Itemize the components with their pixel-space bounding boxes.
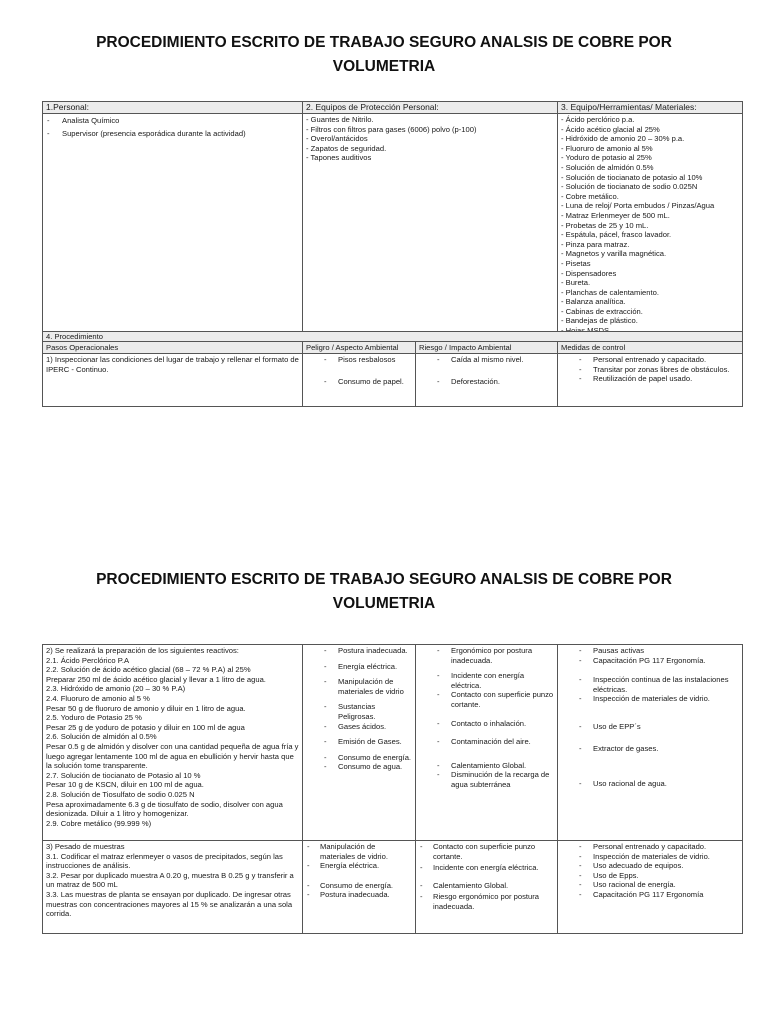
header-equipo: 3. Equipo/Herramientas/ Materiales: — [558, 102, 743, 114]
list-item: - Overol/antácidos — [306, 134, 368, 144]
info-table — [42, 101, 743, 338]
title-line-2: VOLUMETRIA — [332, 595, 436, 612]
list-item: - Probetas de 25 y 10 mL. — [561, 220, 649, 230]
list-item: - Ácido perclórico p.a. — [561, 115, 635, 124]
list-item: - Zapatos de seguridad. — [306, 143, 387, 153]
list-item: - Supervisor (presencia esporádica durante la actividad) — [46, 129, 299, 139]
list-item: - Cobre metálico. — [561, 191, 619, 201]
list-item: - Uso racional de energía. — [561, 880, 739, 890]
text-line: 3.2. Pesar por duplicado muestra A 0.20 g, muestra B 0.25 g y transferir a un matraz de 500 mL — [46, 870, 294, 890]
list-item: - Uso de Epps. — [561, 871, 739, 881]
list-item: - Sustancias Peligrosas. — [306, 702, 412, 721]
list-item: - Pinza para matraz. — [561, 239, 630, 249]
list-item: - Bandejas de plástico. — [561, 316, 638, 326]
text-line: 2.5. Yoduro de Potasio 25 % — [46, 713, 142, 723]
step2-medidas — [558, 645, 743, 841]
step1-paso: 1) Inspeccionar las condiciones del lugar de trabajo y rellenar el formato de IPERC - Continuo. — [43, 354, 303, 407]
list-item: - Incidente con energía eléctrica. — [419, 863, 554, 873]
text-line: Pesar 50 g de fluoruro de amonio y diluir en 1 litro de agua. — [46, 703, 246, 713]
list-item: - Ácido acético glacial al 25% — [561, 124, 660, 134]
list-item: - Consumo de agua. — [306, 762, 412, 772]
title-line-2: VOLUMETRIA — [332, 58, 436, 75]
list-item: - Capacitación PG 117 Ergonomía — [561, 890, 739, 900]
list-item: - Hidróxido de amonio 20 – 30% p.a. — [561, 134, 685, 144]
personal-cell — [43, 114, 303, 338]
step1-medidas — [558, 354, 743, 407]
riesgo-list — [419, 646, 554, 790]
list-item: - Personal entrenado y capacitado. — [561, 842, 739, 852]
text-line: Pesa aproximadamente 6.3 g de tiosulfato de sodio, disolver con agua desionizada. Diluir a 1 litro y homogenizar. — [46, 799, 283, 819]
text-line: 2) Se realizará la preparación de los siguientes reactivos: — [46, 646, 239, 655]
text-line: 2.8. Solución de Tiosulfato de sodio 0.025 N — [46, 789, 195, 799]
text-line: 2.7. Solución de tiocianato de Potasio al 10 % — [46, 770, 201, 780]
text-line: 2.3. Hidróxido de amonio (20 – 30 % P.A) — [46, 684, 186, 694]
step2-text — [46, 646, 299, 828]
list-item: - Manipulación de materiales de vidrio. — [306, 842, 412, 861]
text-line: 3.3. Las muestras de planta se ensayan por duplicado. De ingresar otras muestras con concentraciones mayores al 15 % se analizarán a una sola corrida. — [46, 889, 293, 919]
list-item: - Consumo de energía. — [306, 881, 412, 891]
list-item: - Inspección continua de las instalaciones eléctricas. — [561, 675, 739, 694]
list-item: - Yoduro de potasio al 25% — [561, 153, 652, 163]
list-item: - Analista Químico — [46, 116, 299, 126]
list-item: - Planchas de calentamiento. — [561, 287, 659, 297]
list-item: - Magnetos y varilla magnética. — [561, 249, 667, 259]
text-line: 3) Pesado de muestras — [46, 842, 125, 851]
title-line-1: PROCEDIMIENTO ESCRITO DE TRABAJO SEGURO ANALSIS DE COBRE POR — [96, 571, 672, 588]
text-line: 2.6. Solución de almidón al 0.5% — [46, 732, 157, 742]
list-item: - Filtros con filtros para gases (6006) polvo (p-100) — [306, 124, 477, 134]
header-personal: 1.Personal: — [43, 102, 303, 114]
text-line: 2.2. Solución de ácido acético glacial (68 – 72 % P.A) al 25% — [46, 665, 251, 675]
list-item: - Uso adecuado de equipos. — [561, 861, 739, 871]
col-pasos: Pasos Operacionales — [43, 342, 303, 354]
list-item: - Bureta. — [561, 278, 591, 288]
list-item: - Pausas activas — [561, 646, 739, 656]
epp-list — [306, 115, 554, 163]
list-item: - Caída al mismo nivel. — [419, 355, 554, 365]
text-line: 2.1. Ácido Perclórico P.A — [46, 655, 130, 665]
medidas-list — [561, 646, 739, 789]
epp-cell — [303, 114, 558, 338]
procedure-table — [42, 331, 743, 407]
list-item: - Deforestación. — [419, 377, 554, 387]
text-line: Pesar 10 g de KSCN, diluir en 100 ml de agua. — [46, 780, 204, 790]
step3-riesgos — [416, 841, 558, 934]
step3-text — [46, 842, 299, 919]
list-item: - Dispensadores — [561, 268, 617, 278]
page-title-2 — [64, 568, 704, 616]
step3-medidas — [558, 841, 743, 934]
text-line: 3.1. Codificar el matraz erlenmeyer o vasos de precipitados, según las instrucciones de análisis. — [46, 851, 283, 871]
list-item: - Balanza analítica. — [561, 297, 626, 307]
peligro-list — [306, 842, 412, 900]
step1-riesgos — [416, 354, 558, 407]
text-line: Preparar 250 ml de ácido acético glacial y llevar a 1 litro de agua. — [46, 674, 266, 684]
list-item: - Energía eléctrica. — [306, 662, 412, 672]
list-item: - Personal entrenado y capacitado. — [561, 355, 739, 365]
list-item: - Inspección de materiales de vidrio. — [561, 852, 739, 862]
list-item: - Inspección de materiales de vidrio. — [561, 694, 739, 704]
medidas-list — [561, 355, 739, 384]
list-item: - Uso de EPP´s — [561, 722, 739, 732]
col-medidas: Medidas de control — [558, 342, 743, 354]
text-line: 2.9. Cobre metálico (99.999 %) — [46, 818, 152, 828]
peligro-list — [306, 355, 412, 386]
title-line-1: PROCEDIMIENTO ESCRITO DE TRABAJO SEGURO ANALSIS DE COBRE POR — [96, 34, 672, 51]
list-item: - Capacitación PG 117 Ergonomía. — [561, 656, 739, 666]
list-item: - Transitar por zonas libres de obstáculos. — [561, 365, 739, 375]
step1-peligros — [303, 354, 416, 407]
list-item: - Contacto con superficie punzo cortante. — [419, 690, 554, 709]
procedure-title: 4. Procedimiento — [46, 332, 103, 341]
list-item: - Ergonómico por postura inadecuada. — [419, 646, 554, 665]
list-item: - Solución de tiocianato de sodio 0.025N — [561, 182, 698, 192]
list-item: - Contacto con superficie punzo cortante. — [419, 842, 554, 861]
step3-peligros — [303, 841, 416, 934]
riesgo-list — [419, 842, 554, 912]
procedure-header — [43, 332, 743, 342]
list-item: - Contacto o inhalación. — [419, 719, 554, 729]
list-item: - Riesgo ergonómico por postura inadecuada. — [419, 892, 554, 911]
personal-list — [46, 116, 299, 138]
list-item: - Calentamiento Global. — [419, 761, 554, 771]
list-item: - Calentamiento Global. — [419, 881, 554, 891]
list-item: - Uso racional de agua. — [561, 779, 739, 789]
peligro-list — [306, 646, 412, 772]
text-line: Pesar 25 g de yoduro de potasio y diluir en 100 ml de agua — [46, 722, 245, 732]
list-item: - Pisos resbalosos — [306, 355, 412, 365]
list-item: - Fluoruro de amonio al 5% — [561, 143, 653, 153]
text-line: 2.4. Fluoruro de amonio al 5 % — [46, 693, 150, 703]
list-item: - Tapones auditivos — [306, 153, 372, 163]
list-item: - Matraz Erlenmeyer de 500 mL. — [561, 210, 670, 220]
page-title — [64, 31, 704, 79]
list-item: - Cabinas de extracción. — [561, 306, 643, 316]
list-item: - Solución de tiocianato de potasio al 10% — [561, 172, 703, 182]
list-item: - Postura inadecuada. — [306, 890, 412, 900]
list-item: - Espátula, pácel, frasco lavador. — [561, 230, 672, 240]
list-item: - Energía eléctrica. — [306, 861, 412, 871]
step2-riesgos — [416, 645, 558, 841]
equipo-list — [561, 115, 739, 336]
list-item: - Luna de reloj/ Porta embudos / Pinzas/Agua — [561, 201, 715, 211]
list-item: - Solución de almidón 0.5% — [561, 162, 654, 172]
step2-paso — [43, 645, 303, 841]
col-peligro: Peligro / Aspecto Ambiental — [303, 342, 416, 354]
list-item: - Postura inadecuada. — [306, 646, 412, 656]
riesgo-list — [419, 355, 554, 386]
list-item: - Disminución de la recarga de agua subterránea — [419, 770, 554, 789]
medidas-list — [561, 842, 739, 900]
text-line: Pesar 0.5 g de almidón y disolver con una cantidad pequeña de agua fría y luego agregar lentamente 100 ml de agua en ebullición y hervir hasta que la solución tome transparente. — [46, 741, 299, 771]
list-item: - Emisión de Gases. — [306, 737, 412, 747]
list-item: - Contaminación del aire. — [419, 737, 554, 747]
header-epp: 2. Equipos de Protección Personal: — [303, 102, 558, 114]
step2-peligros — [303, 645, 416, 841]
list-item: - Consumo de energía. — [306, 753, 412, 763]
step3-paso — [43, 841, 303, 934]
col-riesgo: Riesgo / Impacto Ambiental — [416, 342, 558, 354]
list-item: - Extractor de gases. — [561, 744, 739, 754]
list-item: - Incidente con energía eléctrica. — [419, 671, 554, 690]
list-item: - Reutilización de papel usado. — [561, 374, 739, 384]
list-item: - Consumo de papel. — [306, 377, 412, 387]
equipo-cell — [558, 114, 743, 338]
list-item: - Pisetas — [561, 258, 591, 268]
list-item: - Manipulación de materiales de vidrio — [306, 677, 412, 696]
procedure-table-continued — [42, 644, 743, 934]
list-item: - Gases ácidos. — [306, 722, 412, 732]
list-item: - Guantes de Nitrilo. — [306, 115, 374, 124]
